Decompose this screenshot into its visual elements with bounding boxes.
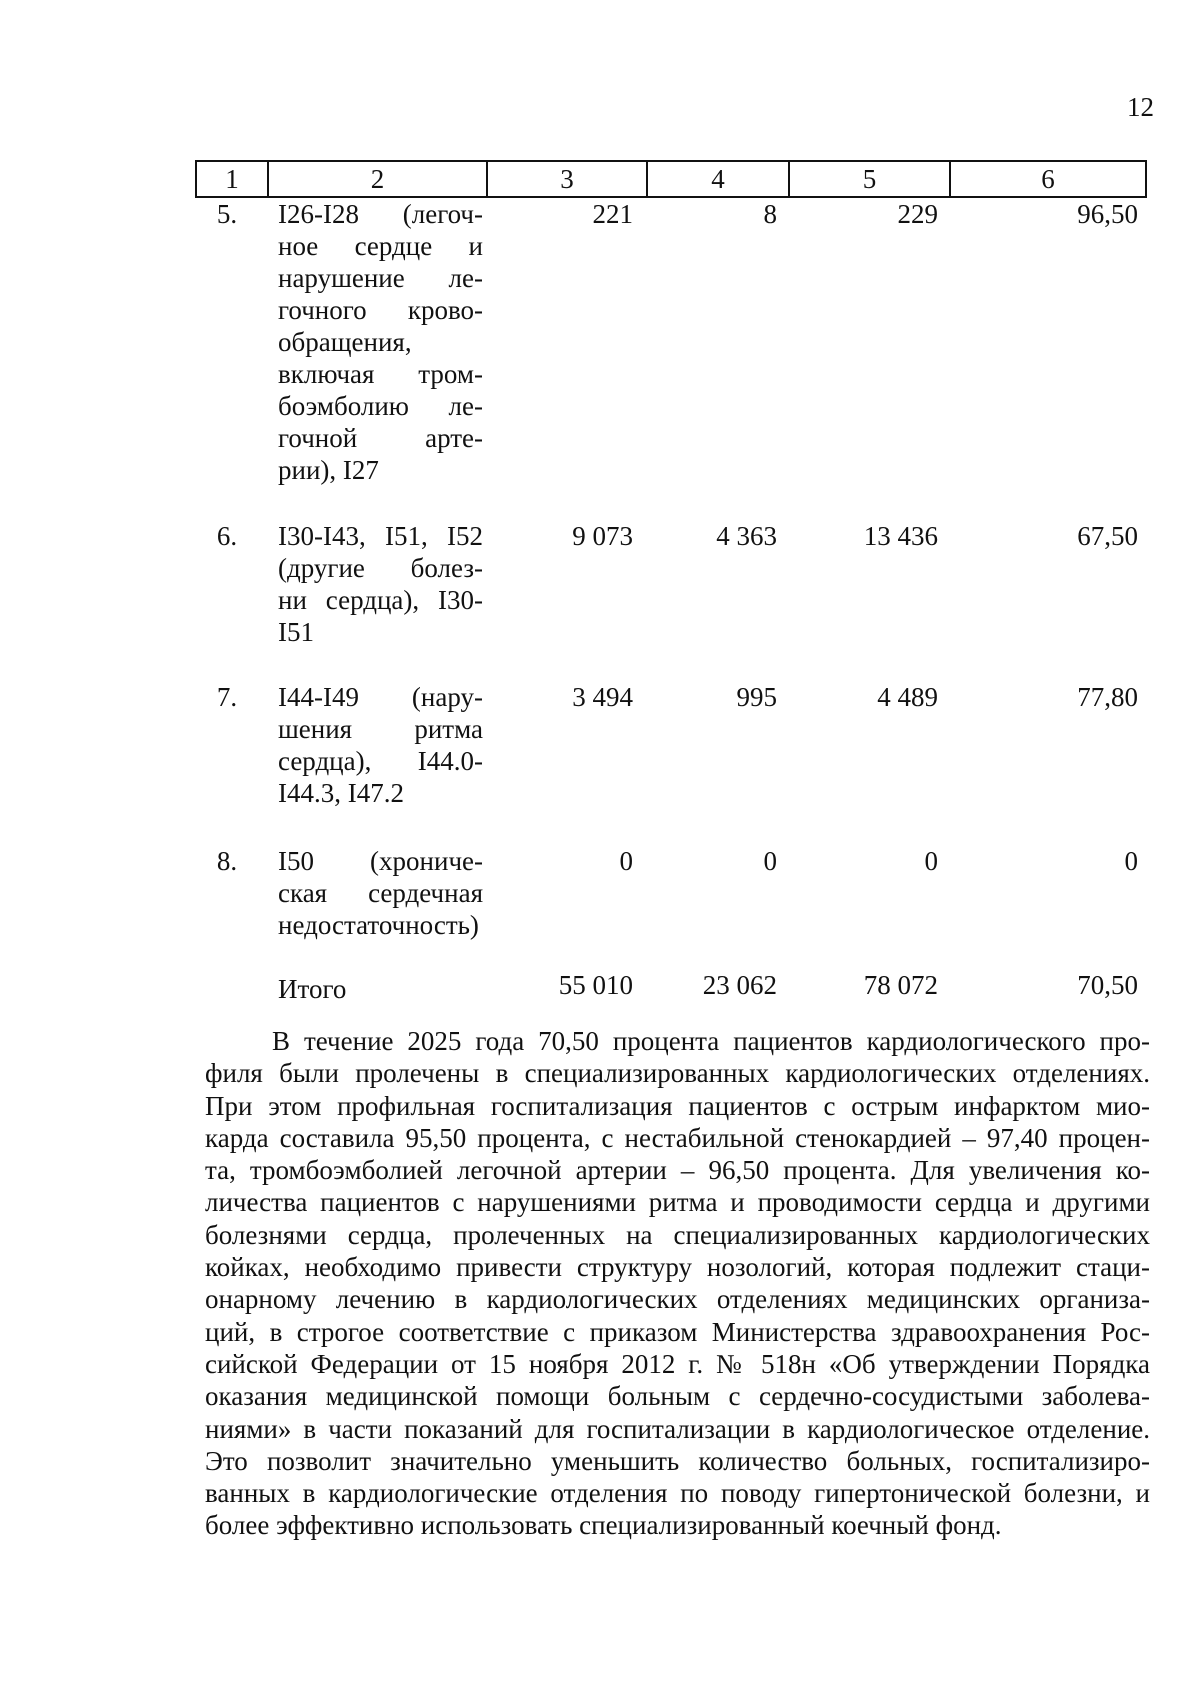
row-description: [268, 969, 487, 1005]
cell-c6: 77,80: [1077, 682, 1138, 712]
paragraph-line: ванных в кардиологические отделения по поводу гипертонической болезни, и: [205, 1478, 1150, 1509]
paragraph-line: онарному лечению в кардиологических отделениях медицинских организа-: [205, 1284, 1150, 1315]
header-col-6: 6: [950, 161, 1146, 197]
cell-c3: 55 010: [558, 970, 633, 1000]
description-line: ное сердце и: [278, 231, 483, 261]
cell-c5: 78 072: [863, 970, 938, 1000]
paragraph-line: болезнями сердца, пролеченных на специализированных кардиологических: [205, 1219, 1150, 1250]
header-col-3: 3: [487, 161, 647, 197]
paragraph-line: та, тромбоэмболией легочной артерии – 96,50 процента. Для увеличения ко-: [205, 1155, 1150, 1186]
paragraph-line: более эффективно использовать специализированный коечный фонд.: [205, 1510, 1002, 1541]
table-row: [196, 681, 1146, 845]
row-description: [268, 197, 487, 520]
description-line: I51: [278, 617, 314, 647]
description-line: шения ритма: [278, 714, 483, 744]
paragraph-line: карда составила 95,50 процента, с нестабильной стенокардией – 97,40 процен-: [205, 1122, 1150, 1153]
statistics-table: [195, 160, 1147, 1005]
description-line: недостаточность): [278, 910, 479, 940]
cell-c3: 9 073: [572, 521, 633, 551]
row-number: [196, 969, 268, 1005]
header-col-1: 1: [196, 161, 268, 197]
table-row: [196, 197, 1146, 520]
description-line: обращения,: [278, 327, 412, 357]
description-line: ская сердечная: [278, 878, 483, 908]
cell-c6: 0: [1124, 846, 1138, 876]
row-description: [268, 681, 487, 845]
description-line: рии), I27: [278, 455, 379, 485]
description-line: ни сердца), I30-: [278, 585, 483, 615]
paragraph-line: Это позволит значительно уменьшить количество больных, госпитализиро-: [205, 1445, 1150, 1476]
description-line: I26-I28 (легоч-: [278, 199, 483, 229]
header-col-5: 5: [789, 161, 950, 197]
cell-c4: 995: [736, 682, 777, 712]
description-line: сердца), I44.0-: [278, 746, 483, 776]
body-paragraph: [205, 1025, 1150, 1542]
page-number: 12: [1127, 92, 1154, 122]
paragraph-line: сийской Федерации от 15 ноября 2012 г. № 518н «Об утверждении Порядка: [205, 1348, 1150, 1379]
table-row: [196, 969, 1146, 1005]
description-line: гочной арте-: [278, 423, 483, 453]
row-number: 7.: [216, 682, 238, 712]
cell-c4: 0: [763, 846, 777, 876]
description-line: Итого: [278, 974, 347, 1004]
description-line: I44.3, I47.2: [278, 778, 404, 808]
description-line: I44-I49 (нару-: [278, 682, 483, 712]
description-line: нарушение ле-: [278, 263, 483, 293]
header-col-2: 2: [268, 161, 487, 197]
cell-c4: 23 062: [702, 970, 777, 1000]
cell-c5: 4 489: [877, 682, 938, 712]
description-line: I50 (хрониче-: [278, 846, 483, 876]
paragraph-line: филя были пролечены в специализированных кардиологических отделениях.: [205, 1058, 1150, 1089]
description-line: гочного крово-: [278, 295, 483, 325]
cell-c4: 8: [763, 199, 777, 229]
cell-c3: 221: [592, 199, 633, 229]
row-description: [268, 845, 487, 969]
cell-c5: 229: [897, 199, 938, 229]
paragraph-line: личества пациентов с нарушениями ритма и проводимости сердца и другими: [205, 1187, 1150, 1218]
cell-c6: 96,50: [1077, 199, 1138, 229]
description-line: боэмболию ле-: [278, 391, 483, 421]
header-col-4: 4: [647, 161, 789, 197]
cell-c5: 0: [924, 846, 938, 876]
table-header-row: [196, 161, 1146, 197]
description-line: I30-I43, I51, I52: [278, 521, 483, 551]
row-number: 8.: [216, 846, 238, 876]
paragraph-line: оказания медицинской помощи больным с сердечно-сосудистыми заболева-: [205, 1381, 1150, 1412]
cell-c4: 4 363: [716, 521, 777, 551]
paragraph-line: В течение 2025 года 70,50 процента пациентов кардиологического про-: [272, 1026, 1150, 1056]
description-line: включая тром-: [278, 359, 483, 389]
cell-c6: 67,50: [1077, 521, 1138, 551]
cell-c5: 13 436: [863, 521, 938, 551]
paragraph-line: койках, необходимо привести структуру нозологий, которая подлежит стаци-: [205, 1252, 1150, 1283]
row-number: 5.: [216, 199, 238, 229]
cell-c3: 3 494: [572, 682, 633, 712]
paragraph-line: ций, в строгое соответствие с приказом Министерства здравоохранения Рос-: [205, 1316, 1150, 1347]
table-row: [196, 845, 1146, 969]
table-row: [196, 520, 1146, 681]
paragraph-line: При этом профильная госпитализация пациентов с острым инфарктом мио-: [205, 1090, 1150, 1121]
description-line: (другие болез-: [278, 553, 483, 583]
cell-c3: 0: [619, 846, 633, 876]
cell-c6: 70,50: [1077, 970, 1138, 1000]
row-description: [268, 520, 487, 681]
row-number: 6.: [216, 521, 238, 551]
paragraph-line: ниями» в части показаний для госпитализации в кардиологическое отделение.: [205, 1413, 1150, 1444]
